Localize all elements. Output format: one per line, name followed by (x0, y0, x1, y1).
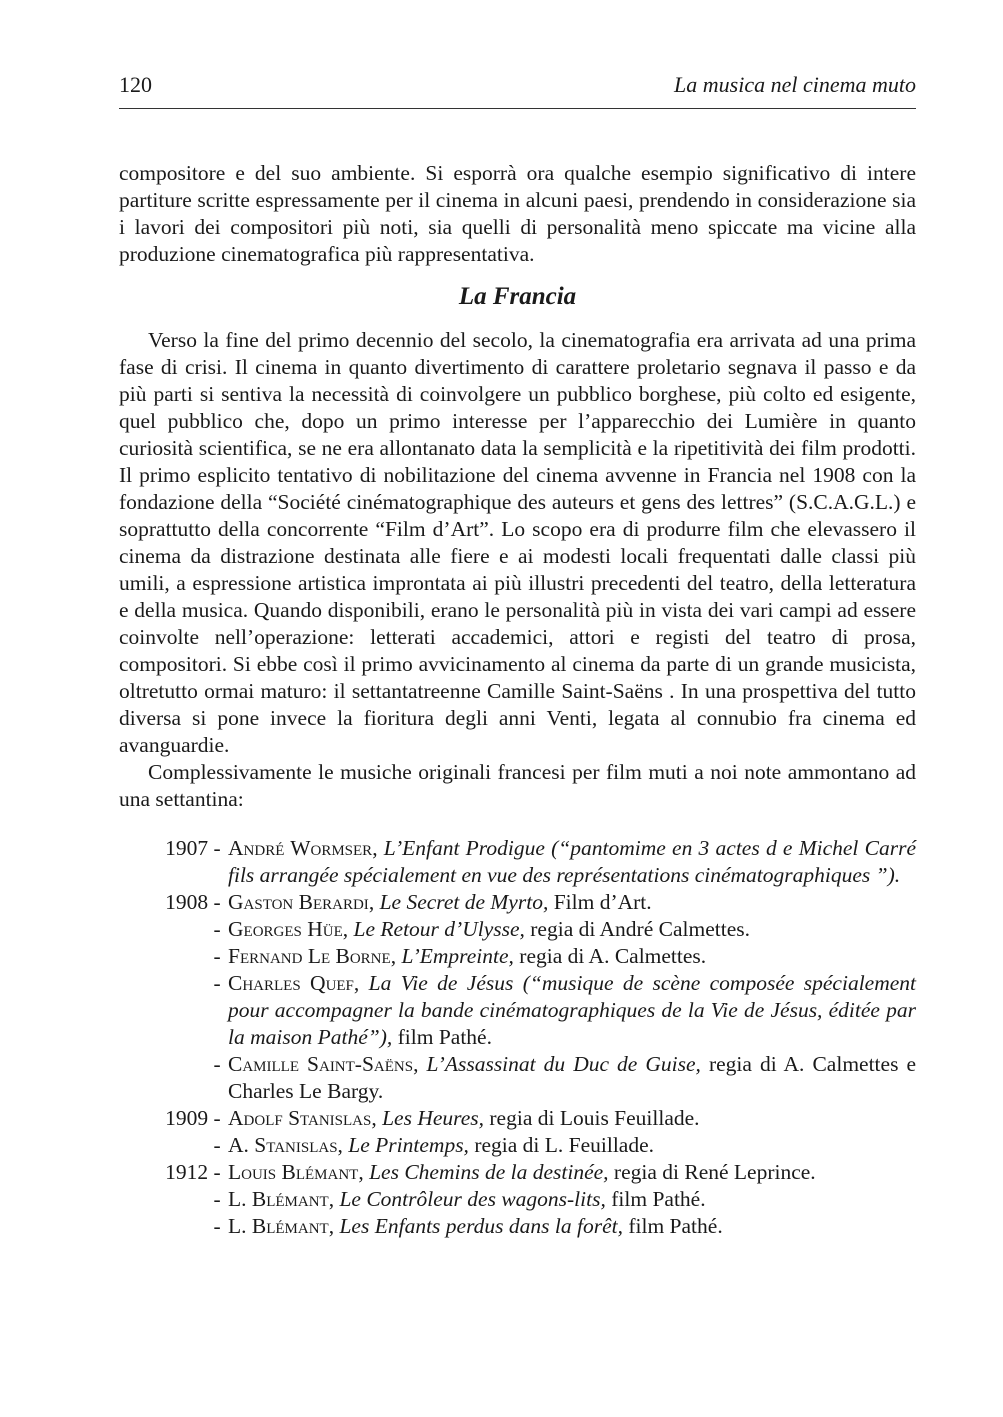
entry-title: L’Empreinte, (401, 944, 514, 968)
entry-rest: film Pathé. (622, 1214, 723, 1238)
entry-dash-mark: - (213, 1214, 226, 1238)
entry-rest: regia di A. Calmettes e Charles Le Bargy. (228, 1052, 917, 1103)
filmography-list (148, 835, 916, 1240)
entry-dash-mark: - (213, 944, 226, 968)
entry-author: L. Blémant (228, 1187, 329, 1211)
entry-title: La Vie de Jésus (“musique de scène composée spécialement pour accompagner la bande cinématographiques de la Vie de Jésus, éditée par la maison Pathé”), (228, 971, 916, 1049)
page-header (119, 68, 916, 108)
list-item (148, 1105, 916, 1132)
list-item (148, 889, 916, 916)
entry-year-mark: 1909 - (165, 1106, 226, 1130)
list-item (148, 1132, 916, 1159)
section-heading: La Francia (458, 283, 577, 310)
entry-author: Adolf Stanislas (228, 1106, 372, 1130)
entry-dash-mark: - (213, 1187, 226, 1211)
entry-author: André Wormser (228, 836, 373, 860)
entry-author: Fernand Le Borne (228, 944, 391, 968)
entry-title: Les Chemins de la destinée, (369, 1160, 609, 1184)
entry-author: Louis Blémant (228, 1160, 359, 1184)
entry-author: L. Blémant (228, 1214, 329, 1238)
page-number: 120 (119, 72, 152, 97)
entry-separator: , (337, 1133, 349, 1157)
entry-rest: Film d’Art. (548, 890, 652, 914)
entry-text (228, 835, 916, 889)
list-item (148, 916, 916, 943)
entry-separator: , (371, 1106, 383, 1130)
entry-dash-mark: - (213, 1133, 226, 1157)
entry-title: Le Printemps, (348, 1133, 469, 1157)
entry-year-mark: 1907 - (165, 836, 226, 860)
entry-dash-mark: - (213, 971, 226, 995)
entry-separator: , (413, 1052, 427, 1076)
entry-rest: regia di L. Feuillade. (468, 1133, 655, 1157)
entry-author: Gaston Berardi (228, 890, 369, 914)
list-item (148, 1051, 916, 1105)
entry-separator: , (390, 944, 402, 968)
entry-separator: , (328, 1214, 340, 1238)
entry-text (228, 970, 916, 1051)
entry-title: Le Retour d’Ulysse, (353, 917, 525, 941)
list-item (148, 970, 916, 1051)
entry-text (228, 1132, 916, 1159)
body-text (119, 160, 916, 1240)
entry-author: Camille Saint-Saëns (228, 1052, 414, 1076)
entry-separator: , (358, 1160, 370, 1184)
entry-title: L’Assassinat du Duc de Guise, (426, 1052, 701, 1076)
entry-year-mark: 1912 - (165, 1160, 226, 1184)
entry-title: Les Enfants perdus dans la forêt, (339, 1214, 623, 1238)
entry-rest: regia di A. Calmettes. (513, 944, 707, 968)
entry-author: Georges Hüe (228, 917, 343, 941)
entry-title: Les Heures, (382, 1106, 485, 1130)
entry-separator: , (372, 836, 384, 860)
entry-text (228, 1213, 916, 1240)
entry-text (228, 1186, 916, 1213)
entry-author: Charles Quef (228, 971, 354, 995)
paragraph-2: Complessivamente le musiche originali francesi per film muti a noi note ammontano ad una settantina: (119, 760, 916, 811)
entry-rest: regia di Louis Feuillade. (484, 1106, 700, 1130)
header-rule (119, 108, 916, 109)
running-title: La musica nel cinema muto (674, 72, 916, 97)
entry-separator: , (353, 971, 369, 995)
list-item (148, 1213, 916, 1240)
entry-rest: regia di René Leprince. (608, 1160, 816, 1184)
entry-text (228, 1105, 916, 1132)
entry-title: L’Enfant Prodigue (“pantomime en 3 actes d e Michel Carré fils arrangée spécialement en vue des représentations cinématographiques ”). (228, 836, 916, 887)
entry-rest: film Pathé. (605, 1187, 706, 1211)
entry-text (228, 916, 916, 943)
entry-title: Le Secret de Myrto, (379, 890, 549, 914)
entry-separator: , (342, 917, 354, 941)
entry-separator: , (328, 1187, 340, 1211)
entry-dash-mark: - (213, 917, 226, 941)
entry-text (228, 943, 916, 970)
entry-title: Le Contrôleur des wagons-lits, (339, 1187, 606, 1211)
entry-year-mark: 1908 - (165, 890, 226, 914)
intro-paragraph: compositore e del suo ambiente. Si esporrà ora qualche esempio significativo di intere partiture scritte espressamente per il cinema in alcuni paesi, prendendo in considerazione sia i lavori dei compositori più noti, sia quelli di personalità meno spiccate ma vicine alla produzione cinematografica più rappresentativa. (119, 161, 916, 266)
entry-dash-mark: - (213, 1052, 226, 1076)
paragraph-1: Verso la fine del primo decennio del secolo, la cinematografia era arrivata ad una prima fase di crisi. Il cinema in quanto divertimento di carattere proletario segnava il passo e da più parti si sentiva la necessità di coinvolgere un pubblico borghese, più colto ed esigente, quel pubblico che, dopo un primo interesse per l’apparecchio dei Lumière in quanto curiosità scientifica, se ne era allontanato data la semplicità e la ripetitività dei film prodotti. Il primo esplicito tentativo di nobilitazione del cinema avvenne in Francia nel 1908 con la fondazione della “Société cinématographique des auteurs et gens des lettres” (S.C.A.G.L.) e soprattutto della concorrente “Film d’Art”. Lo scopo era di produrre film che elevassero il cinema da distrazione destinata alle fiere e ai modesti locali frequentati dalle classi più umili, a espressione artistica improntata ai più illustri precedenti del teatro, della letteratura e della musica. Quando disponibili, erano le personalità più in vista dei vari campi ad essere coinvolte nell’operazione: letterati accademici, attori e registi del teatro di prosa, compositori. Si ebbe così il primo avvicinamento al cinema da parte di un grande musicista, oltretutto ormai maturo: il settantatreenne Camille Saint-Saëns . In una prospettiva del tutto diversa si pone invece la fioritura degli anni Venti, legata al connubio fra cinema ed avanguardie. (119, 328, 916, 757)
entry-separator: , (368, 890, 380, 914)
entry-text (228, 1051, 916, 1105)
entry-author: A. Stanislas (228, 1133, 338, 1157)
entry-rest: film Pathé. (392, 1025, 492, 1049)
entry-rest: regia di André Calmettes. (524, 917, 750, 941)
list-item (148, 835, 916, 889)
list-item (148, 943, 916, 970)
list-item (148, 1186, 916, 1213)
entry-text (228, 889, 916, 916)
entry-text (228, 1159, 916, 1186)
list-item (148, 1159, 916, 1186)
